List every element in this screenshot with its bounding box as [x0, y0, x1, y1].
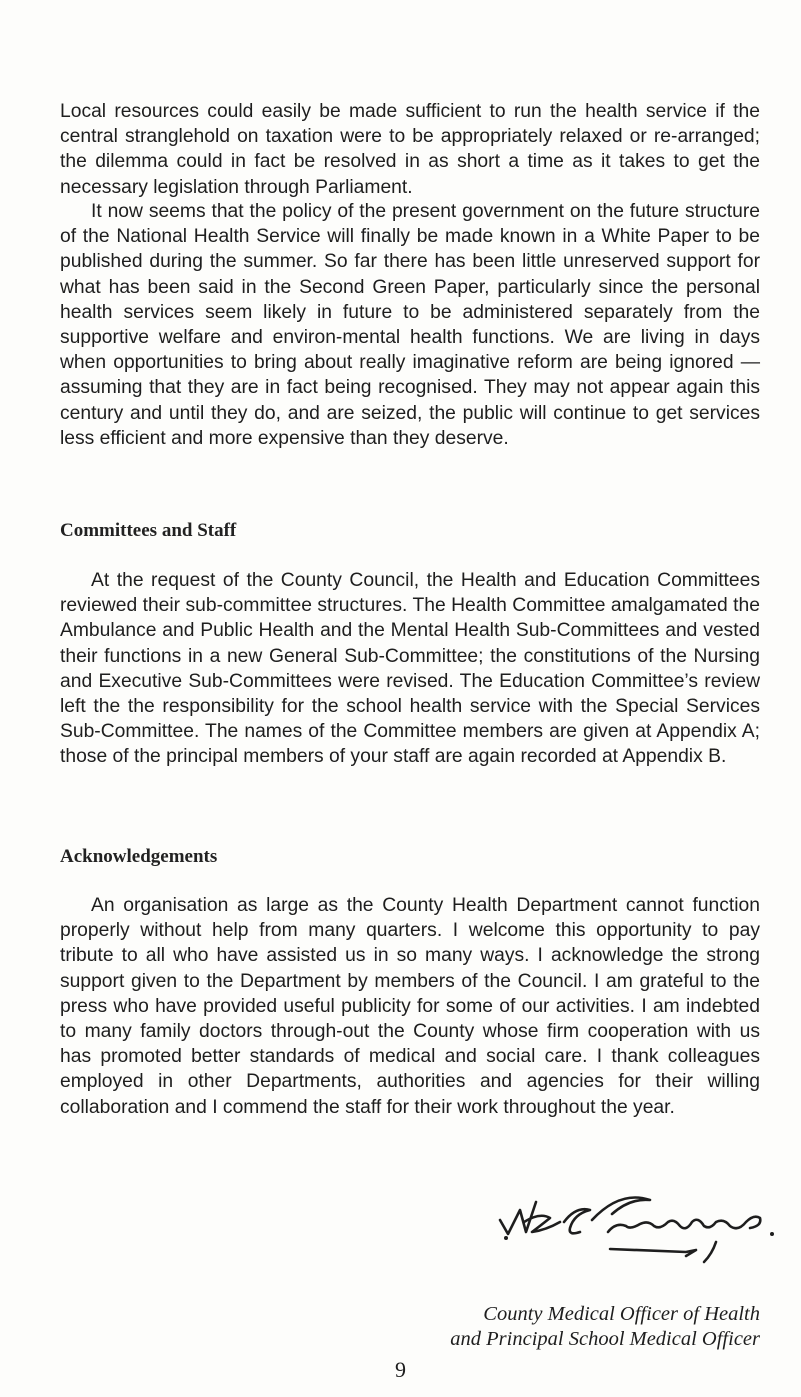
- handwritten-signature: [480, 1192, 780, 1292]
- heading-acknowledgements: Acknowledgements: [60, 846, 218, 867]
- paragraph-acknowledgements: An organisation as large as the County Health Department cannot function properly without help from many quarters. I welcome this opportunity to pay tribute to all who have assisted us in so many ways. I acknowledge the strong support given to the Department by members of the Council. I am grateful to the press who have provided useful publicity for some of our activities. I am indebted to many family doctors through-out the County whose firm cooperation with us has promoted better standards of medical and social care. I thank colleagues employed in other Departments, authorities and agencies for their willing collaboration and I commend the staff for their work throughout the year.: [60, 895, 760, 1118]
- paragraph-local-resources: Local resources could easily be made sufficient to run the health service if the central stranglehold on taxation were to be appropriately relaxed or re-arranged; the dilemma could in fact be resolved in as short a time as it takes to get the necessary legislation through Parliament.: [60, 101, 760, 198]
- signature-title-line-2: and Principal School Medical Officer: [450, 1328, 760, 1350]
- paragraph-government-policy: It now seems that the policy of the present government on the future structure of the National Health Service will finally be made known in a White Paper to be published during the summer. So far there has been little unreserved support for what has been said in the Second Green Paper, particularly since the personal health services seem likely in future to be administered separately from the supportive welfare and environ-mental health functions. We are living in days when opportunities to bring about really imaginative reform are being ignored — assuming that they are in fact being recognised. They may not appear again this century and until they do, and are seized, the public will continue to get services less efficient and more expensive than they deserve.: [60, 201, 760, 449]
- signature-title-line-1: County Medical Officer of Health: [483, 1303, 760, 1325]
- paragraph-committees: At the request of the County Council, the Health and Education Committees reviewed their sub-committee structures. The Health Committee amalgamated the Ambulance and Public Health and the Mental Health Sub-Committees and vested their functions in a new General Sub-Committee; the constitutions of the Nursing and Executive Sub-Committees were revised. The Education Committee’s review left the the responsibility for the school health service with the Special Services Sub-Committee. The names of the Committee members are given at Appendix A; those of the principal members of your staff are again recorded at Appendix B.: [60, 570, 760, 768]
- page-number: 9: [395, 1357, 406, 1382]
- signature-title: [400, 1302, 760, 1352]
- heading-committees-and-staff: Committees and Staff: [60, 520, 237, 541]
